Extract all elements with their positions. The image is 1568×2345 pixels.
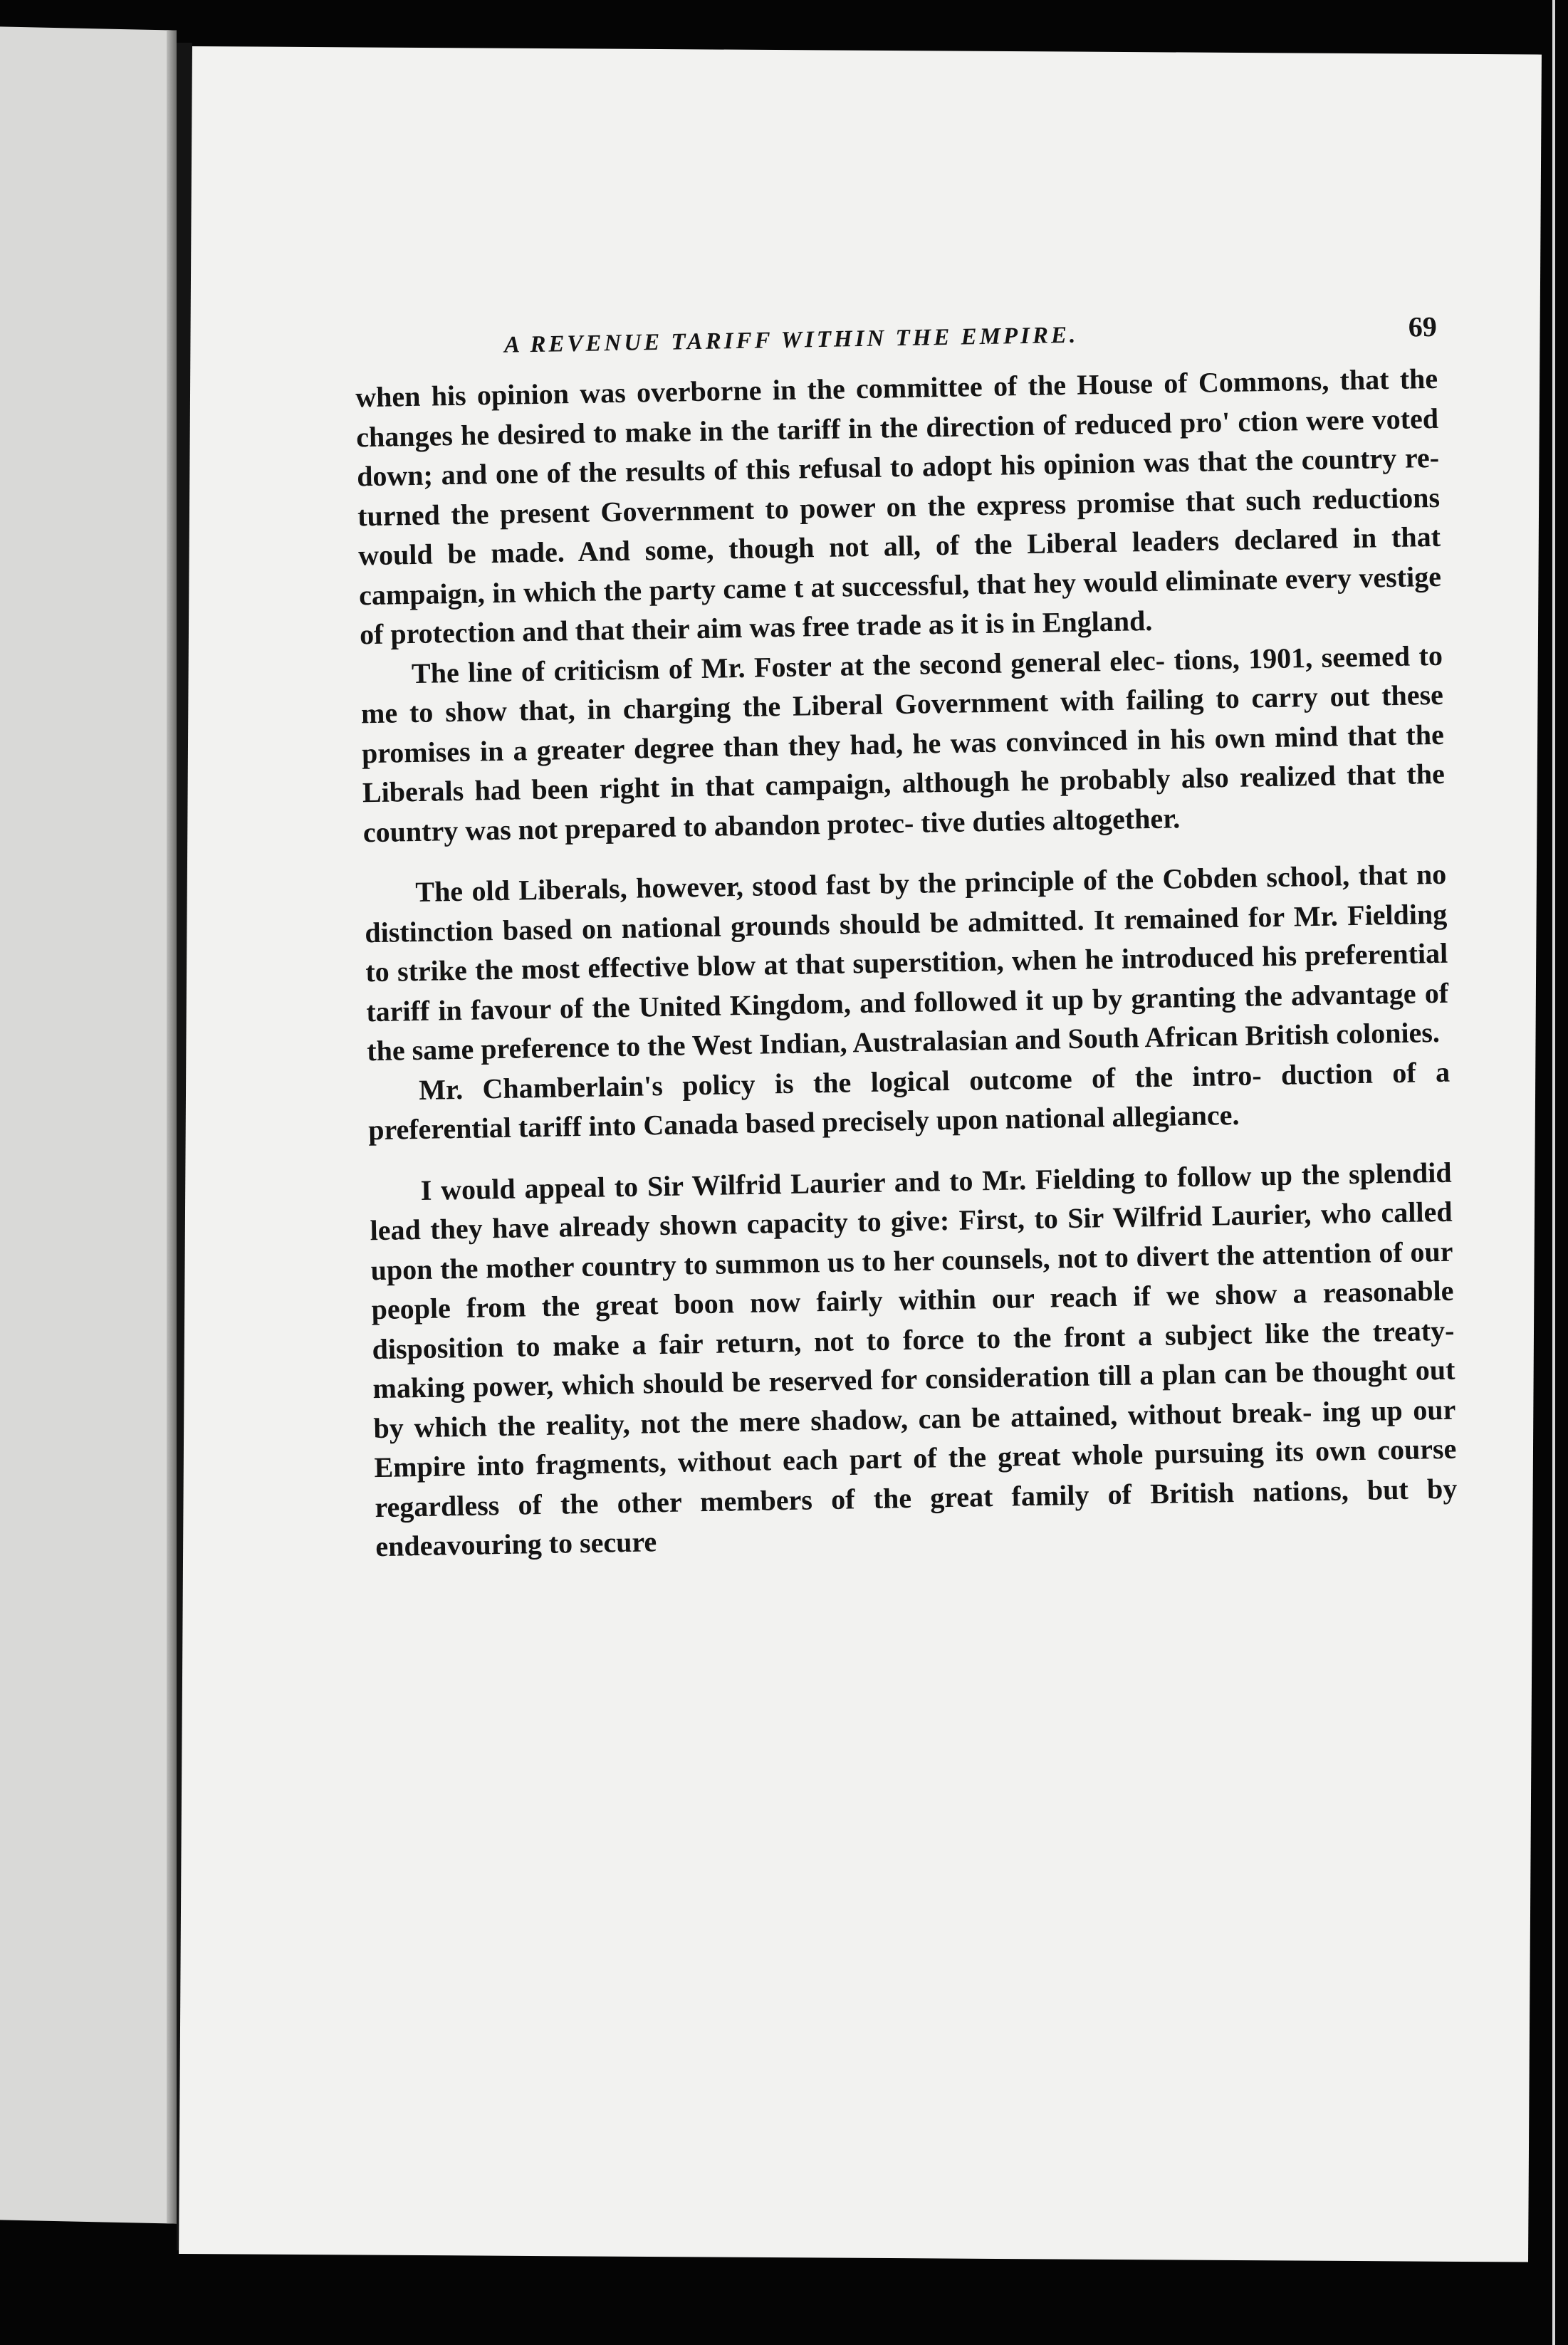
page-number: 69	[1408, 310, 1438, 343]
paragraph: The line of criticism of Mr. Foster at the second general elec- tions, 1901, seemed to me to show that, in charging the Liberal Government with failing to carry out these promises in a greater degree than they had, he was convinced in his own mind that the Liberals had been right in that campaign, although he probably also realized that the country was not prepared to abandon protec- tive duties altogether.	[360, 639, 1446, 848]
paragraph: Mr. Chamberlain's policy is the logical outcome of the intro- duction of a preferential tariff into Canada based precisely upon national allegiance.	[367, 1055, 1451, 1147]
scan-edge-line	[1552, 0, 1555, 2345]
facing-page-edge	[167, 30, 177, 2223]
paragraph: when his opinion was overborne in the committee of the House of Commons, that the changes he desired to make in the tariff in the direction of reduced pro' ction were voted down; and one of the results of this refusal to adopt his opinion was that the country re- turned the present Government to power on the express promise that such reductions would be made. And some, though not all, of the Liberal leaders declared in that campaign, in which the party came t at successful, that hey would eliminate every vestige of protection and that their aim was free trade as it is in England.	[355, 362, 1442, 651]
paragraph: The old Liberals, however, stood fast by the principle of the Cobden school, that no distinction based on national grounds should be admitted. It remained for Mr. Fielding to strike the most effective blow at that superstition, when he introduced his preferential tariff in favour of the United Kingdom, and followed it up by granting the advantage of the same preference to the West Indian, Australasian and South African British colonies.	[364, 857, 1449, 1067]
facing-page	[0, 26, 177, 2223]
paragraph: I would appeal to Sir Wilfrid Laurier and to Mr. Fielding to follow up the splendid lead they have already shown capacity to give: First, to Sir Wilfrid Laurier, who called upon the mother country to summon us to her counsels, not to divert the attention of our people from the great boon now fairly within our reach if we show a reasonable disposition to make a fair return, not to force to the front a subject like the treaty-making power, which should be reserved for consideration till a plan can be thought out by which the reality, not the mere shadow, can be attained, without break- ing up our Empire into fragments, without each part of the great whole pursuing its own course regardless of the other members of the great family of British nations, but by endeavouring to secure	[370, 1156, 1458, 1563]
book-page	[179, 46, 1542, 2262]
page-text	[355, 310, 1458, 1567]
running-title: A REVENUE TARIFF WITHIN THE EMPIRE.	[503, 322, 1079, 358]
running-head	[355, 310, 1438, 362]
